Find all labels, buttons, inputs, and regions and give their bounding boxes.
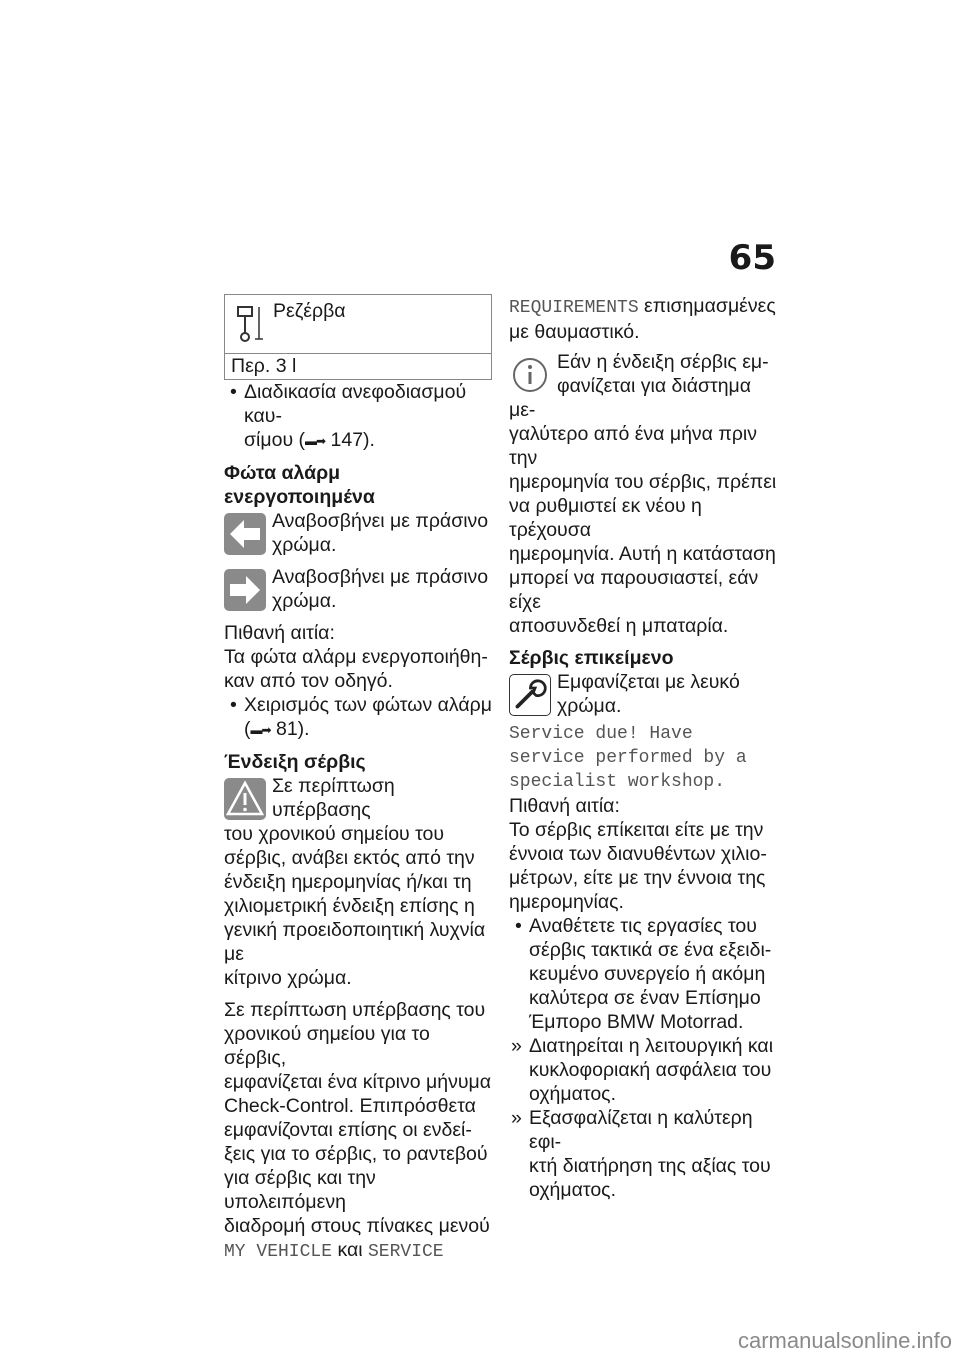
page-reference-arrow-icon: ▬➡	[250, 723, 271, 737]
watermark: carmanualsonline.info	[737, 1328, 952, 1353]
info-icon	[509, 354, 551, 396]
page-reference[interactable]: 81).	[275, 718, 310, 740]
table-label: Ρεζέρβα	[273, 300, 346, 322]
info-note: Εάν η ένδειξη σέρβις εμ- φανίζεται για διάστημα με-	[509, 351, 769, 421]
page-number: 65	[728, 238, 776, 278]
wrench-icon	[509, 674, 551, 716]
service-indicator: Εμφανίζεται με λευκό χρώμα.	[509, 670, 781, 718]
menu-name: REQUIREMENTS	[509, 298, 639, 318]
warning-block: Σε περίπτωση υπέρβασης του χρονικού σημείου του	[224, 775, 445, 845]
table-value: Περ. 3 l	[231, 355, 297, 377]
bullet-icon: •	[230, 381, 237, 403]
service-message: Service due! Have	[509, 724, 693, 744]
result-arrow-icon: »	[511, 1107, 522, 1129]
indicator-right: Αναβοσβήνει με πράσινο χρώμα.	[224, 565, 492, 613]
arrow-left-icon	[224, 513, 266, 555]
bullet-icon: •	[515, 915, 522, 937]
list-item: » Διατηρείται η λειτουργική και κυκλοφοριακή ασφάλεια του οχήματος.	[511, 1035, 774, 1105]
page-reference[interactable]: 147).	[330, 429, 375, 451]
section-heading: Φώτα αλάρμ ενεργοποιημένα	[224, 462, 375, 508]
warning-triangle-icon	[224, 778, 266, 820]
list-item: • Χειρισμός των φώτων αλάρμ (▬➡ 81).	[230, 694, 492, 740]
fuel-reserve-icon	[235, 303, 267, 347]
menu-name: MY VEHICLE	[224, 1242, 333, 1262]
indicator-left: Αναβοσβήνει με πράσινο χρώμα.	[224, 509, 492, 557]
list-item: » Εξασφαλίζεται η καλύτερη εφι- κτή διατήρηση της αξίας του οχήματος.	[511, 1107, 771, 1201]
table-row	[225, 295, 491, 354]
arrow-right-icon	[224, 569, 266, 611]
section-heading: Ένδειξη σέρβις	[224, 751, 366, 773]
result-arrow-icon: »	[511, 1035, 522, 1057]
left-column: Ρεζέρβα Περ. 3 l • Διαδικασία ανεφοδιασμού καυ- σίμου (▬➡ 147). Φώτα αλάρμ ενεργοποιημένα Αναβοσβήνει με πράσινο χρώμα. Αναβοσβήνει με πράσινο χρώμα. Πιθανή αιτία: Τα φώτα αλάρμ ενεργοποιήθη- καν από τον οδηγό. • Χειρισμός των φώτων αλάρμ (▬➡ 81). Ένδειξη σέρβις Σε περίπτωση υπέρβασης του χρονικού σημείου του σέρβις, ανάβει εκτός από την ένδειξη ημερομηνίας ή/και τη χιλιομετρική ένδειξη επίσης η γενική προειδοποιητική λυχνία με κίτρινο χρώμα. Σε περίπτωση υπέρβασης του χρονικού σημείου για το σέρβις, εμφανίζεται ένα κίτρινο μήνυμα Check-Control. Επιπρόσθετα εμφανίζονται επίσης οι ενδεί- ξεις για το σέρβις, το ραντεβού για σέρβις και την υπολειπόμενη διαδρομή στους πίνακες μενού MY VEHICLE και SERVICE	[224, 294, 492, 1264]
bullet-icon: •	[230, 694, 237, 716]
section-heading: Σέρβις επικείμενο	[509, 647, 674, 669]
service-message: service performed by a	[509, 748, 747, 768]
fuel-reserve-table	[224, 294, 492, 380]
right-column: REQUIREMENTS επισημασμένες με θαυμαστικό. Εάν η ένδειξη σέρβις εμ- φανίζεται για διάστημα με- γαλύτερο από ένα μήνα πριν την ημερομηνία του σέρβις, πρέπει να ρυθμιστεί εκ νέου η τρέχουσα ημερομηνία. Αυτή η κατάσταση μπορεί να παρουσιαστεί, εάν είχε αποσυνδεθεί η μπαταρία. Σέρβις επικείμενο Εμφανίζεται με λευκό χρώμα. Service due! Have service performed by a specialist workshop. Πιθανή αιτία: Το σέρβις επίκειται είτε με την έννοια των διανυθέντων χιλιο- μέτρων, είτε με την έννοια της ημερομηνίας. • Αναθέτετε τις εργασίες του σέρβις τακτικά σε ένα εξειδι- κευμένο συνεργείο ή ακόμη καλύτερα σε έναν Επίσημο Έμπορο BMW Motorrad. » Διατηρείται η λειτουργική και κυκλοφοριακή ασφάλεια του οχήματος. » Εξασφαλίζεται η καλύτερη εφι- κτή διατήρηση της αξίας του οχήματος.	[509, 294, 781, 1202]
service-message: specialist workshop.	[509, 772, 726, 792]
page-reference-arrow-icon: ▬➡	[305, 434, 326, 448]
menu-name: SERVICE	[368, 1242, 444, 1262]
list-item: • Αναθέτετε τις εργασίες του σέρβις τακτικά σε ένα εξειδι- κευμένο συνεργείο ή ακόμη καλύτερα σε έναν Επίσημο Έμπορο BMW Motorrad.	[515, 915, 772, 1033]
list-item: • Διαδικασία ανεφοδιασμού καυ- σίμου (▬➡ 147).	[230, 381, 467, 451]
